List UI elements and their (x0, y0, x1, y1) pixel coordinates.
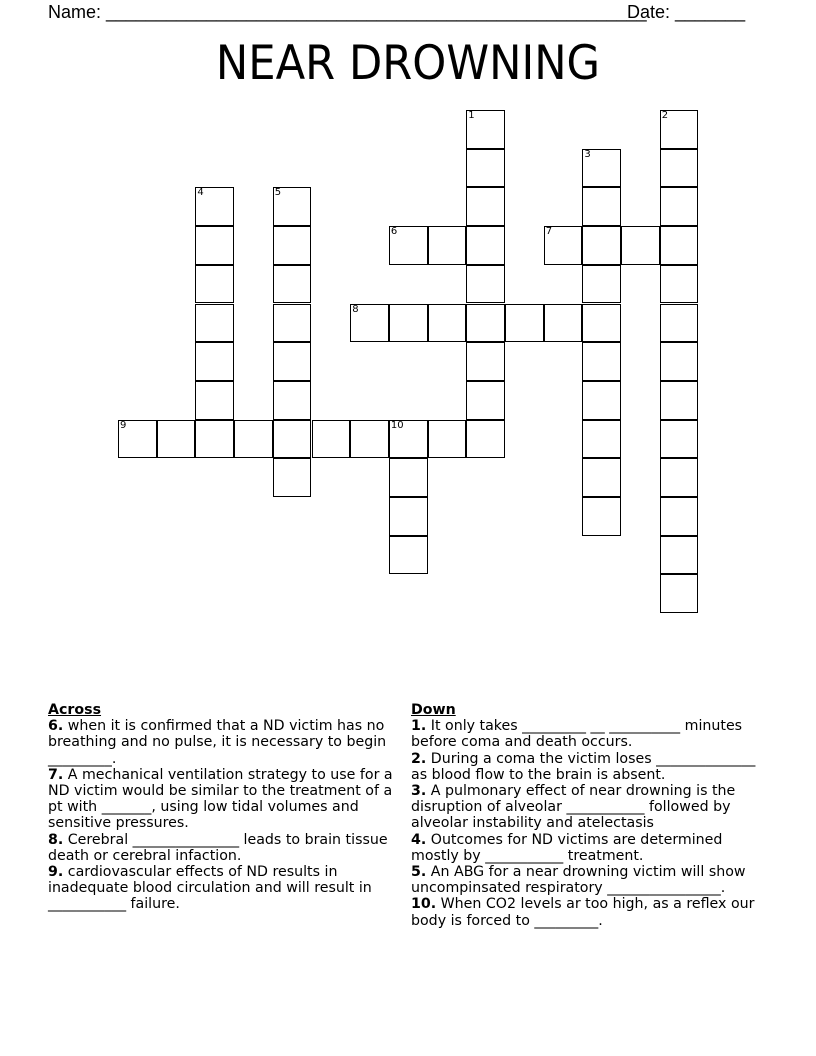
grid-cell[interactable] (544, 304, 583, 343)
clue-text: During a coma the victim loses ______________ as blood flow to the brain is absent. (411, 750, 756, 783)
grid-cell[interactable] (582, 149, 621, 188)
grid-cell[interactable] (466, 149, 505, 188)
grid-cell[interactable] (389, 304, 428, 343)
grid-cell[interactable] (660, 574, 699, 613)
clue-number: 9. (48, 864, 64, 881)
grid-cell[interactable] (582, 265, 621, 304)
clue-number: 1. (411, 718, 427, 735)
grid-cell[interactable] (466, 265, 505, 304)
clue-text: when it is confirmed that a ND victim has no breathing and no pulse, it is necessary to begin _________. (48, 718, 387, 767)
grid-cell[interactable] (466, 187, 505, 226)
grid-cell[interactable] (428, 420, 467, 459)
grid-cell[interactable] (466, 342, 505, 381)
grid-cell[interactable] (273, 420, 312, 459)
clue-across (48, 864, 396, 913)
grid-cell[interactable] (660, 187, 699, 226)
grid-cell[interactable] (621, 226, 660, 265)
date-field[interactable]: Date: _______ (627, 2, 746, 22)
clue-text: cardiovascular effects of ND results in inadequate blood circulation and will result in ___________ failure. (48, 864, 372, 913)
cell-number: 1 (468, 110, 475, 121)
clue-text: Outcomes for ND victims are determined mostly by ___________ treatment. (411, 831, 723, 864)
clue-down (411, 718, 767, 750)
grid-cell[interactable] (195, 381, 234, 420)
grid-cell[interactable] (389, 226, 428, 265)
grid-cell[interactable] (195, 226, 234, 265)
clue-text: A mechanical ventilation strategy to use for a ND victim would be similar to the treatment of a pt with _______, using low tidal volumes and sensitive pressures. (48, 766, 393, 832)
clue-number: 10. (411, 896, 437, 913)
grid-cell[interactable] (660, 149, 699, 188)
grid-cell[interactable] (195, 265, 234, 304)
grid-cell[interactable] (428, 304, 467, 343)
grid-cell[interactable] (582, 458, 621, 497)
clue-number: 4. (411, 831, 427, 848)
cell-number: 10 (390, 419, 404, 431)
grid-cell[interactable] (234, 420, 273, 459)
grid-cell[interactable] (195, 342, 234, 381)
grid-cell[interactable] (466, 381, 505, 420)
clue-number: 3. (411, 783, 427, 800)
grid-cell[interactable] (466, 110, 505, 149)
cell-number: 4 (197, 187, 204, 199)
grid-cell[interactable] (273, 187, 312, 226)
grid-cell[interactable] (660, 497, 699, 536)
grid-cell[interactable] (582, 497, 621, 536)
puzzle-title: NEAR DROWNING (215, 36, 601, 91)
cell-number: 2 (661, 110, 669, 121)
clue-text: Cerebral _______________ leads to brain tissue death or cerebral infaction. (48, 831, 388, 864)
clue-number: 2. (411, 750, 427, 767)
name-field[interactable]: Name: ______________________________________________________ (48, 2, 647, 22)
grid-cell[interactable] (582, 304, 621, 343)
grid-cell[interactable] (389, 497, 428, 536)
grid-cell[interactable] (505, 304, 544, 343)
cell-number: 3 (584, 148, 591, 160)
cell-number: 6 (390, 226, 398, 238)
across-heading: Across (48, 702, 102, 718)
grid-cell[interactable] (273, 381, 312, 420)
grid-cell[interactable] (660, 226, 699, 265)
cell-number: 8 (352, 303, 359, 315)
grid-cell[interactable] (195, 187, 234, 226)
grid-cell[interactable] (466, 226, 505, 265)
grid-cell[interactable] (582, 187, 621, 226)
grid-cell[interactable] (660, 110, 699, 149)
clue-text: It only takes _________ __ __________ minutes before coma and death occurs. (411, 718, 743, 751)
grid-cell[interactable] (660, 342, 699, 381)
cell-number: 7 (545, 226, 553, 238)
grid-cell[interactable] (544, 226, 583, 265)
grid-cell[interactable] (582, 420, 621, 459)
grid-cell[interactable] (389, 420, 428, 459)
down-clues (411, 702, 767, 929)
grid-cell[interactable] (660, 536, 699, 575)
grid-cell[interactable] (582, 342, 621, 381)
grid-cell[interactable] (350, 420, 389, 459)
clue-down (411, 751, 767, 783)
grid-cell[interactable] (466, 304, 505, 343)
clue-number: 8. (48, 831, 64, 848)
grid-cell[interactable] (389, 536, 428, 575)
clue-number: 5. (411, 864, 427, 881)
clue-down (411, 832, 767, 864)
grid-cell[interactable] (660, 458, 699, 497)
across-clues (48, 702, 396, 913)
grid-cell[interactable] (582, 226, 621, 265)
grid-cell[interactable] (660, 265, 699, 304)
grid-cell[interactable] (389, 458, 428, 497)
clue-text: An ABG for a near drowning victim will show uncompinsated respiratory ________________. (411, 864, 746, 897)
grid-cell[interactable] (273, 342, 312, 381)
grid-cell[interactable] (273, 304, 312, 343)
grid-cell[interactable] (195, 420, 234, 459)
down-heading: Down (411, 702, 456, 718)
clue-text: When CO2 levels ar too high, as a reflex our body is forced to _________. (411, 896, 755, 929)
grid-cell[interactable] (195, 304, 234, 343)
grid-cell[interactable] (660, 420, 699, 459)
grid-cell[interactable] (428, 226, 467, 265)
grid-cell[interactable] (660, 304, 699, 343)
clue-down (411, 864, 767, 896)
clue-number: 6. (48, 718, 64, 735)
grid-cell[interactable] (273, 458, 312, 497)
clue-across (48, 832, 396, 864)
grid-cell[interactable] (118, 420, 157, 459)
clue-down (411, 783, 767, 832)
grid-cell[interactable] (660, 381, 699, 420)
clue-text: A pulmonary effect of near drowning is the disruption of alveolar ___________ followed by alveolar instability and atelectasis (411, 783, 736, 832)
grid-cell[interactable] (312, 420, 351, 459)
grid-cell[interactable] (273, 226, 312, 265)
grid-cell[interactable] (273, 265, 312, 304)
grid-cell[interactable] (350, 304, 389, 343)
clue-down (411, 896, 767, 928)
cell-number: 5 (274, 187, 282, 199)
grid-cell[interactable] (157, 420, 196, 459)
clue-across (48, 767, 396, 832)
clue-across (48, 718, 396, 767)
grid-cell[interactable] (582, 381, 621, 420)
grid-cell[interactable] (466, 420, 505, 459)
clue-number: 7. (48, 766, 64, 783)
cell-number: 9 (120, 419, 127, 431)
